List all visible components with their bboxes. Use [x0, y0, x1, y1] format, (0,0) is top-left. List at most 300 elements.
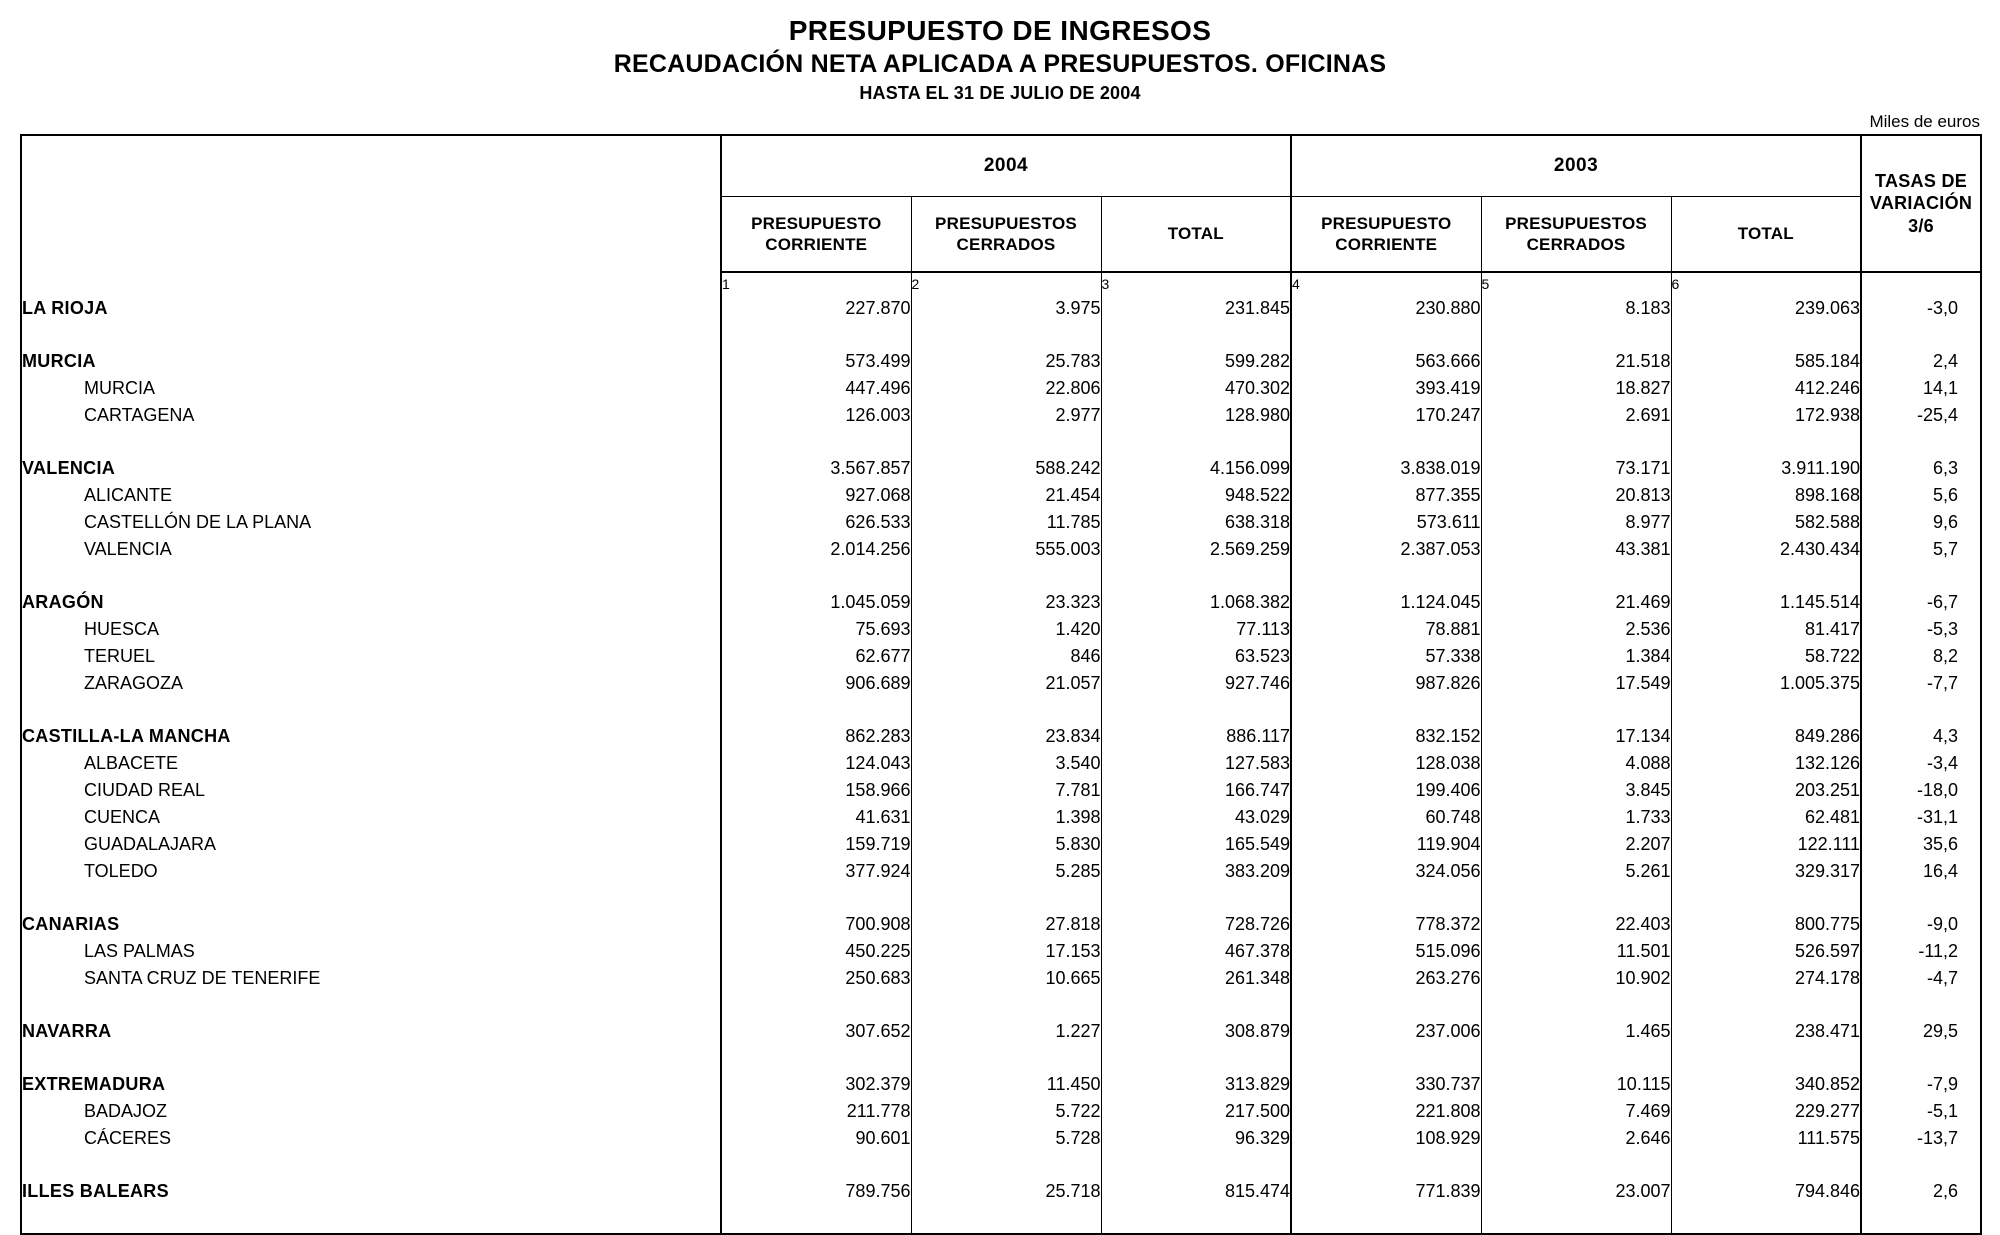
cell-c2: 5.830	[911, 831, 1101, 858]
spacer-label	[21, 1152, 721, 1178]
cell-c2: 11.785	[911, 509, 1101, 536]
col-header-5	[1481, 197, 1671, 273]
table-row	[21, 723, 1981, 750]
table-spacer-row	[21, 1045, 1981, 1071]
cell-c6: 800.775	[1671, 911, 1861, 938]
col-header-1	[721, 197, 911, 273]
cell-c6: 81.417	[1671, 616, 1861, 643]
cell-c6: 122.111	[1671, 831, 1861, 858]
spacer-cell-tasas	[1861, 697, 1981, 723]
cell-c1: 211.778	[721, 1098, 911, 1125]
cell-tasa: -7,7	[1861, 670, 1981, 697]
spacer-label	[21, 1045, 721, 1071]
cell-c2: 21.057	[911, 670, 1101, 697]
cell-c4: 78.881	[1291, 616, 1481, 643]
row-label-province: TOLEDO	[21, 858, 721, 885]
spacer-cell	[1671, 563, 1861, 589]
page-subtitle: RECAUDACIÓN NETA APLICADA A PRESUPUESTOS. OFICINAS	[613, 50, 1387, 79]
bottom-label-cell	[21, 1205, 721, 1234]
table-row	[21, 938, 1981, 965]
col-header-2-line-1: PRESUPUESTOS	[935, 213, 1077, 233]
cell-c6: 794.846	[1671, 1178, 1861, 1205]
spacer-cell	[911, 563, 1101, 589]
row-label-province: CIUDAD REAL	[21, 777, 721, 804]
cell-c6: 238.471	[1671, 1018, 1861, 1045]
column-marker-5: 5	[1481, 272, 1671, 295]
table-spacer-row	[21, 322, 1981, 348]
tasas-line-2: VARIACIÓN	[1869, 193, 1973, 214]
cell-c3: 127.583	[1101, 750, 1291, 777]
cell-tasa: -31,1	[1861, 804, 1981, 831]
marker-tasas-cell	[1861, 272, 1981, 295]
cell-tasa: 14,1	[1861, 375, 1981, 402]
spacer-cell	[911, 322, 1101, 348]
spacer-cell-tasas	[1861, 885, 1981, 911]
cell-c2: 3.975	[911, 295, 1101, 322]
cell-c2: 846	[911, 643, 1101, 670]
cell-c3: 927.746	[1101, 670, 1291, 697]
cell-c3: 217.500	[1101, 1098, 1291, 1125]
row-label-region: EXTREMADURA	[21, 1071, 721, 1098]
row-label-region: CASTILLA-LA MANCHA	[21, 723, 721, 750]
cell-c5: 7.469	[1481, 1098, 1671, 1125]
cell-c3: 383.209	[1101, 858, 1291, 885]
bottom-cell	[911, 1205, 1101, 1234]
spacer-cell	[1101, 322, 1291, 348]
spacer-cell	[1101, 885, 1291, 911]
group-header-2004: 2004	[721, 135, 1291, 197]
cell-c6: 111.575	[1671, 1125, 1861, 1152]
cell-c1: 626.533	[721, 509, 911, 536]
cell-c4: 877.355	[1291, 482, 1481, 509]
cell-c6: 412.246	[1671, 375, 1861, 402]
cell-tasa: 6,3	[1861, 455, 1981, 482]
cell-c1: 862.283	[721, 723, 911, 750]
spacer-cell	[721, 992, 911, 1018]
spacer-cell	[721, 563, 911, 589]
spacer-cell	[1291, 885, 1481, 911]
cell-c2: 27.818	[911, 911, 1101, 938]
cell-c4: 230.880	[1291, 295, 1481, 322]
cell-c3: 96.329	[1101, 1125, 1291, 1152]
spacer-cell-tasas	[1861, 992, 1981, 1018]
spacer-cell	[1291, 322, 1481, 348]
spacer-cell	[1101, 697, 1291, 723]
table-row	[21, 1178, 1981, 1205]
group-header-2003: 2003	[1291, 135, 1861, 197]
cell-tasa: -9,0	[1861, 911, 1981, 938]
bottom-cell	[1291, 1205, 1481, 1234]
cell-c3: 599.282	[1101, 348, 1291, 375]
cell-c6: 239.063	[1671, 295, 1861, 322]
cell-c5: 11.501	[1481, 938, 1671, 965]
cell-c3: 948.522	[1101, 482, 1291, 509]
cell-c6: 849.286	[1671, 723, 1861, 750]
table-spacer-row	[21, 697, 1981, 723]
table-spacer-row	[21, 992, 1981, 1018]
cell-c2: 17.153	[911, 938, 1101, 965]
spacer-cell-tasas	[1861, 563, 1981, 589]
cell-c2: 21.454	[911, 482, 1101, 509]
spacer-cell-tasas	[1861, 1045, 1981, 1071]
cell-c1: 377.924	[721, 858, 911, 885]
cell-c6: 898.168	[1671, 482, 1861, 509]
cell-tasa: -13,7	[1861, 1125, 1981, 1152]
cell-c6: 3.911.190	[1671, 455, 1861, 482]
group-header-tasas	[1861, 135, 1981, 272]
cell-c1: 1.045.059	[721, 589, 911, 616]
table-row	[21, 1071, 1981, 1098]
cell-c3: 728.726	[1101, 911, 1291, 938]
cell-c3: 815.474	[1101, 1178, 1291, 1205]
table-row	[21, 536, 1981, 563]
table-row	[21, 295, 1981, 322]
cell-c3: 886.117	[1101, 723, 1291, 750]
column-marker-row	[21, 272, 1981, 295]
spacer-cell	[1291, 992, 1481, 1018]
spacer-label	[21, 992, 721, 1018]
row-label-province: TERUEL	[21, 643, 721, 670]
cell-c5: 73.171	[1481, 455, 1671, 482]
cell-c6: 229.277	[1671, 1098, 1861, 1125]
cell-c4: 263.276	[1291, 965, 1481, 992]
cell-c4: 573.611	[1291, 509, 1481, 536]
cell-c3: 470.302	[1101, 375, 1291, 402]
cell-c5: 2.536	[1481, 616, 1671, 643]
column-marker-3: 3	[1101, 272, 1291, 295]
cell-c5: 5.261	[1481, 858, 1671, 885]
spacer-cell	[1481, 992, 1671, 1018]
tasas-line-1: TASAS DE	[1874, 170, 1968, 191]
spacer-label	[21, 322, 721, 348]
row-label-province: ALBACETE	[21, 750, 721, 777]
spacer-cell	[1481, 563, 1671, 589]
row-label-region: MURCIA	[21, 348, 721, 375]
cell-tasa: -18,0	[1861, 777, 1981, 804]
spacer-cell	[1481, 697, 1671, 723]
table-row	[21, 911, 1981, 938]
spacer-cell	[1101, 992, 1291, 1018]
cell-c5: 8.977	[1481, 509, 1671, 536]
table-row	[21, 375, 1981, 402]
col-header-6-line-1: TOTAL	[1737, 224, 1794, 244]
cell-c1: 62.677	[721, 643, 911, 670]
row-label-province: CÁCERES	[21, 1125, 721, 1152]
column-marker-1: 1	[721, 272, 911, 295]
cell-c4: 1.124.045	[1291, 589, 1481, 616]
table-row	[21, 965, 1981, 992]
spacer-label	[21, 563, 721, 589]
cell-c6: 2.430.434	[1671, 536, 1861, 563]
cell-c5: 2.646	[1481, 1125, 1671, 1152]
header-corner-blank	[21, 135, 721, 272]
spacer-cell	[1101, 429, 1291, 455]
row-label-province: ZARAGOZA	[21, 670, 721, 697]
cell-c3: 467.378	[1101, 938, 1291, 965]
cell-c4: 563.666	[1291, 348, 1481, 375]
table-row	[21, 858, 1981, 885]
cell-c2: 5.722	[911, 1098, 1101, 1125]
cell-tasa: -3,0	[1861, 295, 1981, 322]
spacer-cell	[911, 429, 1101, 455]
cell-c4: 128.038	[1291, 750, 1481, 777]
col-header-5-line-2: CERRADOS	[1526, 235, 1626, 255]
cell-c4: 170.247	[1291, 402, 1481, 429]
col-header-2	[911, 197, 1101, 273]
cell-c3: 1.068.382	[1101, 589, 1291, 616]
spacer-cell	[721, 429, 911, 455]
cell-c6: 62.481	[1671, 804, 1861, 831]
cell-tasa: 9,6	[1861, 509, 1981, 536]
table-head	[21, 135, 1981, 272]
cell-c5: 1.465	[1481, 1018, 1671, 1045]
column-marker-4: 4	[1291, 272, 1481, 295]
cell-tasa: 16,4	[1861, 858, 1981, 885]
spacer-cell	[1671, 992, 1861, 1018]
cell-c3: 165.549	[1101, 831, 1291, 858]
row-label-region: CANARIAS	[21, 911, 721, 938]
table-row	[21, 348, 1981, 375]
col-header-6	[1671, 197, 1861, 273]
cell-c6: 1.005.375	[1671, 670, 1861, 697]
spacer-cell	[1481, 1045, 1671, 1071]
spacer-cell	[1291, 1152, 1481, 1178]
cell-c1: 307.652	[721, 1018, 911, 1045]
cell-c3: 313.829	[1101, 1071, 1291, 1098]
cell-tasa: 5,6	[1861, 482, 1981, 509]
spacer-cell	[1101, 563, 1291, 589]
cell-c5: 8.183	[1481, 295, 1671, 322]
table-row	[21, 831, 1981, 858]
cell-c6: 203.251	[1671, 777, 1861, 804]
cell-c5: 20.813	[1481, 482, 1671, 509]
spacer-cell	[1481, 322, 1671, 348]
table-row	[21, 509, 1981, 536]
cell-tasa: 4,3	[1861, 723, 1981, 750]
cell-c5: 23.007	[1481, 1178, 1671, 1205]
bottom-cell	[1101, 1205, 1291, 1234]
cell-tasa: 2,6	[1861, 1178, 1981, 1205]
cell-c3: 2.569.259	[1101, 536, 1291, 563]
col-header-1-line-1: PRESUPUESTO	[751, 213, 882, 233]
row-label-province: VALENCIA	[21, 536, 721, 563]
cell-c2: 7.781	[911, 777, 1101, 804]
cell-c2: 555.003	[911, 536, 1101, 563]
cell-c2: 22.806	[911, 375, 1101, 402]
document-titles	[0, 0, 2000, 104]
cell-c1: 90.601	[721, 1125, 911, 1152]
cell-c4: 199.406	[1291, 777, 1481, 804]
col-header-3-line-1: TOTAL	[1167, 224, 1224, 244]
cell-c2: 23.323	[911, 589, 1101, 616]
cell-tasa: -25,4	[1861, 402, 1981, 429]
group-header-row	[21, 135, 1981, 197]
cell-c5: 4.088	[1481, 750, 1671, 777]
cell-c2: 2.977	[911, 402, 1101, 429]
cell-tasa: 29,5	[1861, 1018, 1981, 1045]
col-header-5-line-1: PRESUPUESTOS	[1505, 213, 1647, 233]
table-row	[21, 1098, 1981, 1125]
col-header-4	[1291, 197, 1481, 273]
cell-c1: 158.966	[721, 777, 911, 804]
row-label-province: ALICANTE	[21, 482, 721, 509]
row-label-province: BADAJOZ	[21, 1098, 721, 1125]
spacer-cell-tasas	[1861, 429, 1981, 455]
spacer-cell	[721, 1045, 911, 1071]
cell-c4: 393.419	[1291, 375, 1481, 402]
cell-c5: 1.384	[1481, 643, 1671, 670]
table-row	[21, 750, 1981, 777]
row-label-province: CASTELLÓN DE LA PLANA	[21, 509, 721, 536]
row-label-region: NAVARRA	[21, 1018, 721, 1045]
table-row	[21, 804, 1981, 831]
spacer-cell	[721, 1152, 911, 1178]
cell-c4: 330.737	[1291, 1071, 1481, 1098]
row-label-region: VALENCIA	[21, 455, 721, 482]
bottom-cell-tasas	[1861, 1205, 1981, 1234]
cell-tasa: -6,7	[1861, 589, 1981, 616]
spacer-cell	[1291, 697, 1481, 723]
cell-c4: 108.929	[1291, 1125, 1481, 1152]
table-row	[21, 616, 1981, 643]
spacer-cell	[1671, 697, 1861, 723]
cell-c6: 172.938	[1671, 402, 1861, 429]
cell-c2: 1.420	[911, 616, 1101, 643]
cell-c5: 43.381	[1481, 536, 1671, 563]
table-row	[21, 670, 1981, 697]
cell-tasa: -5,1	[1861, 1098, 1981, 1125]
cell-c3: 261.348	[1101, 965, 1291, 992]
cell-c5: 3.845	[1481, 777, 1671, 804]
table-spacer-row	[21, 1152, 1981, 1178]
spacer-cell	[721, 697, 911, 723]
spacer-cell	[721, 885, 911, 911]
table-row	[21, 455, 1981, 482]
column-marker-2: 2	[911, 272, 1101, 295]
row-label-region: LA RIOJA	[21, 295, 721, 322]
col-header-1-line-2: CORRIENTE	[765, 235, 868, 255]
cell-c5: 17.134	[1481, 723, 1671, 750]
cell-c4: 60.748	[1291, 804, 1481, 831]
cell-c4: 832.152	[1291, 723, 1481, 750]
cell-c4: 221.808	[1291, 1098, 1481, 1125]
cell-c1: 927.068	[721, 482, 911, 509]
spacer-cell	[911, 697, 1101, 723]
table-row	[21, 1018, 1981, 1045]
cell-c2: 23.834	[911, 723, 1101, 750]
spacer-cell	[721, 322, 911, 348]
cell-c3: 128.980	[1101, 402, 1291, 429]
cell-c5: 10.115	[1481, 1071, 1671, 1098]
table-row	[21, 482, 1981, 509]
spacer-cell	[1291, 1045, 1481, 1071]
cell-c6: 274.178	[1671, 965, 1861, 992]
table-spacer-row	[21, 885, 1981, 911]
row-label-province: HUESCA	[21, 616, 721, 643]
cell-c2: 3.540	[911, 750, 1101, 777]
budget-table	[20, 134, 1982, 1235]
cell-c1: 159.719	[721, 831, 911, 858]
marker-label-cell	[21, 272, 721, 295]
cell-c2: 25.783	[911, 348, 1101, 375]
cell-c2: 10.665	[911, 965, 1101, 992]
cell-c5: 2.691	[1481, 402, 1671, 429]
cell-c4: 57.338	[1291, 643, 1481, 670]
cell-c1: 75.693	[721, 616, 911, 643]
tasas-line-3: 3/6	[1908, 215, 1934, 236]
spacer-cell	[911, 1045, 1101, 1071]
cell-c4: 515.096	[1291, 938, 1481, 965]
spacer-cell	[911, 885, 1101, 911]
spacer-cell-tasas	[1861, 322, 1981, 348]
row-label-province: GUADALAJARA	[21, 831, 721, 858]
cell-c3: 77.113	[1101, 616, 1291, 643]
page-title: PRESUPUESTO DE INGRESOS	[788, 15, 1212, 46]
cell-c2: 588.242	[911, 455, 1101, 482]
spacer-label	[21, 697, 721, 723]
cell-tasa: 35,6	[1861, 831, 1981, 858]
cell-c5: 21.518	[1481, 348, 1671, 375]
cell-c1: 250.683	[721, 965, 911, 992]
cell-c6: 329.317	[1671, 858, 1861, 885]
cell-c5: 10.902	[1481, 965, 1671, 992]
cell-tasa: 8,2	[1861, 643, 1981, 670]
bottom-cell	[1671, 1205, 1861, 1234]
bottom-cell	[721, 1205, 911, 1234]
table-row	[21, 777, 1981, 804]
cell-c1: 41.631	[721, 804, 911, 831]
spacer-cell	[911, 1152, 1101, 1178]
row-label-province: CARTAGENA	[21, 402, 721, 429]
spacer-cell	[1671, 322, 1861, 348]
table-container	[0, 134, 2000, 1235]
cell-c1: 124.043	[721, 750, 911, 777]
cell-c3: 166.747	[1101, 777, 1291, 804]
col-header-3	[1101, 197, 1291, 273]
cell-c5: 22.403	[1481, 911, 1671, 938]
spacer-cell	[1671, 1045, 1861, 1071]
cell-c6: 132.126	[1671, 750, 1861, 777]
column-marker-6: 6	[1671, 272, 1861, 295]
cell-c4: 324.056	[1291, 858, 1481, 885]
col-header-2-line-2: CERRADOS	[956, 235, 1056, 255]
cell-c2: 11.450	[911, 1071, 1101, 1098]
row-label-province: SANTA CRUZ DE TENERIFE	[21, 965, 721, 992]
cell-c1: 700.908	[721, 911, 911, 938]
cell-c4: 987.826	[1291, 670, 1481, 697]
cell-c1: 573.499	[721, 348, 911, 375]
cell-c1: 2.014.256	[721, 536, 911, 563]
cell-c4: 3.838.019	[1291, 455, 1481, 482]
row-label-province: MURCIA	[21, 375, 721, 402]
cell-c5: 17.549	[1481, 670, 1671, 697]
cell-c3: 43.029	[1101, 804, 1291, 831]
cell-c1: 302.379	[721, 1071, 911, 1098]
cell-c4: 237.006	[1291, 1018, 1481, 1045]
spacer-cell	[1671, 885, 1861, 911]
cell-c5: 1.733	[1481, 804, 1671, 831]
col-header-4-line-2: CORRIENTE	[1335, 235, 1438, 255]
row-label-province: LAS PALMAS	[21, 938, 721, 965]
col-header-4-line-1: PRESUPUESTO	[1321, 213, 1452, 233]
cell-c4: 778.372	[1291, 911, 1481, 938]
spacer-cell	[1101, 1152, 1291, 1178]
cell-c1: 906.689	[721, 670, 911, 697]
cell-c6: 58.722	[1671, 643, 1861, 670]
cell-tasa: 5,7	[1861, 536, 1981, 563]
cell-c1: 789.756	[721, 1178, 911, 1205]
cell-c2: 5.728	[911, 1125, 1101, 1152]
